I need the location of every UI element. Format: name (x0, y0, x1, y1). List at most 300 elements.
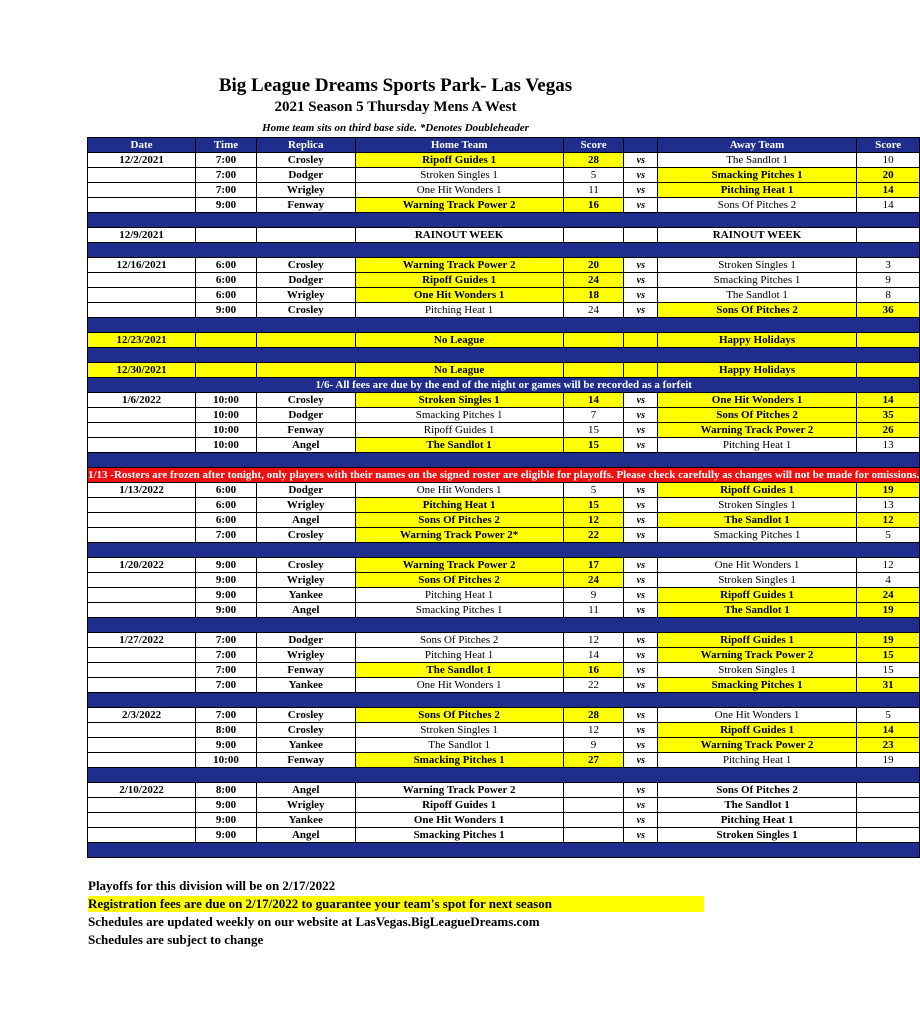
away-team-cell: Warning Track Power 2 (658, 423, 857, 438)
date-cell (88, 438, 196, 453)
time-cell: 7:00 (196, 183, 257, 198)
date-cell (88, 648, 196, 663)
away-score-cell: 19 (856, 753, 920, 768)
away-score-cell: 35 (856, 408, 920, 423)
table-row (88, 708, 920, 723)
home-score-cell: 15 (563, 423, 624, 438)
table-row (88, 738, 920, 753)
date-cell: 12/16/2021 (88, 258, 196, 273)
home-team-cell: Sons Of Pitches 2 (355, 708, 563, 723)
vs-cell: vs (624, 783, 658, 798)
separator-cell (88, 543, 920, 558)
replica-cell: Fenway (256, 663, 355, 678)
replica-cell: Dodger (256, 168, 355, 183)
home-score-cell (563, 228, 624, 243)
alert-text: 1/13 -Rosters are frozen after tonight, only players with their names on the signed roster are eligible for playoffs. Please check carefully as changes will not be made for omissions. (88, 468, 920, 481)
away-team-cell: Sons Of Pitches 2 (658, 783, 857, 798)
table-row (88, 408, 920, 423)
home-score-cell (563, 813, 624, 828)
vs-cell: vs (624, 153, 658, 168)
replica-cell: Wrigley (256, 648, 355, 663)
home-score-cell: 16 (563, 198, 624, 213)
week-separator (88, 768, 920, 783)
date-cell (88, 423, 196, 438)
home-team-cell: One Hit Wonders 1 (355, 813, 563, 828)
home-score-cell: 16 (563, 663, 624, 678)
time-cell (196, 333, 257, 348)
date-cell (88, 198, 196, 213)
date-cell: 1/27/2022 (88, 633, 196, 648)
replica-cell: Crosley (256, 153, 355, 168)
header-vs (624, 138, 658, 153)
time-cell: 9:00 (196, 603, 257, 618)
vs-cell: vs (624, 723, 658, 738)
replica-cell: Yankee (256, 588, 355, 603)
home-team-cell: Stroken Singles 1 (355, 168, 563, 183)
away-score-cell: 9 (856, 273, 920, 288)
week-separator (88, 618, 920, 633)
replica-cell: Wrigley (256, 288, 355, 303)
away-team-cell: RAINOUT WEEK (658, 228, 857, 243)
home-score-cell (563, 783, 624, 798)
replica-cell: Crosley (256, 708, 355, 723)
time-cell: 10:00 (196, 393, 257, 408)
time-cell (196, 363, 257, 378)
away-score-cell: 12 (856, 558, 920, 573)
date-cell: 1/20/2022 (88, 558, 196, 573)
time-cell: 6:00 (196, 513, 257, 528)
away-score-cell: 14 (856, 198, 920, 213)
vs-cell: vs (624, 753, 658, 768)
date-cell: 12/9/2021 (88, 228, 196, 243)
home-score-cell: 11 (563, 603, 624, 618)
time-cell (196, 228, 257, 243)
vs-cell: vs (624, 303, 658, 318)
replica-cell (256, 363, 355, 378)
away-team-cell: Stroken Singles 1 (658, 828, 857, 843)
vs-cell: vs (624, 558, 658, 573)
away-score-cell: 3 (856, 258, 920, 273)
vs-cell: vs (624, 603, 658, 618)
home-team-cell: Smacking Pitches 1 (355, 603, 563, 618)
away-score-cell: 15 (856, 663, 920, 678)
home-score-cell (563, 363, 624, 378)
away-score-cell (856, 813, 920, 828)
time-cell: 9:00 (196, 558, 257, 573)
separator-cell (88, 693, 920, 708)
time-cell: 7:00 (196, 153, 257, 168)
table-row (88, 393, 920, 408)
holiday-row (88, 363, 920, 378)
home-score-cell: 14 (563, 648, 624, 663)
away-team-cell: Ripoff Guides 1 (658, 723, 857, 738)
vs-cell: vs (624, 393, 658, 408)
separator-cell (88, 243, 920, 258)
replica-cell (256, 228, 355, 243)
date-cell (88, 753, 196, 768)
away-team-cell: Smacking Pitches 1 (658, 678, 857, 693)
vs-cell: vs (624, 483, 658, 498)
time-cell: 10:00 (196, 423, 257, 438)
table-row (88, 498, 920, 513)
away-score-cell: 8 (856, 288, 920, 303)
date-cell: 12/23/2021 (88, 333, 196, 348)
home-team-cell: Ripoff Guides 1 (355, 153, 563, 168)
home-score-cell: 24 (563, 303, 624, 318)
away-score-cell (856, 333, 920, 348)
table-row (88, 168, 920, 183)
replica-cell: Wrigley (256, 798, 355, 813)
home-score-cell: 15 (563, 498, 624, 513)
separator-cell (88, 348, 920, 363)
date-cell (88, 678, 196, 693)
home-team-cell: Ripoff Guides 1 (355, 798, 563, 813)
vs-cell: vs (624, 798, 658, 813)
home-team-cell: Pitching Heat 1 (355, 303, 563, 318)
table-row (88, 273, 920, 288)
away-team-cell: Pitching Heat 1 (658, 183, 857, 198)
away-team-cell: Warning Track Power 2 (658, 648, 857, 663)
table-row (88, 753, 920, 768)
date-cell (88, 723, 196, 738)
vs-cell (624, 363, 658, 378)
time-cell: 7:00 (196, 168, 257, 183)
vs-cell: vs (624, 438, 658, 453)
away-score-cell (856, 783, 920, 798)
home-score-cell: 14 (563, 393, 624, 408)
away-team-cell: Smacking Pitches 1 (658, 528, 857, 543)
home-score-cell: 22 (563, 678, 624, 693)
time-cell: 10:00 (196, 753, 257, 768)
away-score-cell: 20 (856, 168, 920, 183)
date-cell (88, 303, 196, 318)
replica-cell: Crosley (256, 528, 355, 543)
home-team-cell: One Hit Wonders 1 (355, 678, 563, 693)
date-cell (88, 288, 196, 303)
vs-cell: vs (624, 813, 658, 828)
away-team-cell: Happy Holidays (658, 333, 857, 348)
vs-cell (624, 228, 658, 243)
table-header-row (88, 138, 920, 153)
away-score-cell: 5 (856, 528, 920, 543)
replica-cell: Fenway (256, 753, 355, 768)
table-row (88, 228, 920, 243)
time-cell: 10:00 (196, 438, 257, 453)
away-score-cell (856, 798, 920, 813)
date-cell: 2/3/2022 (88, 708, 196, 723)
footer-registration: Registration fees are due on 2/17/2022 to guarantee your team's spot for next season (88, 896, 704, 912)
week-separator (88, 453, 920, 468)
away-score-cell: 19 (856, 483, 920, 498)
vs-cell: vs (624, 513, 658, 528)
home-team-cell: Smacking Pitches 1 (355, 828, 563, 843)
away-score-cell: 14 (856, 723, 920, 738)
time-cell: 9:00 (196, 198, 257, 213)
away-team-cell: Stroken Singles 1 (658, 258, 857, 273)
fees-banner (88, 378, 920, 393)
replica-cell: Yankee (256, 813, 355, 828)
vs-cell: vs (624, 708, 658, 723)
home-team-cell: The Sandlot 1 (355, 438, 563, 453)
home-score-cell: 24 (563, 573, 624, 588)
vs-cell: vs (624, 498, 658, 513)
page-title: Big League Dreams Sports Park- Las Vegas (218, 75, 573, 96)
time-cell: 9:00 (196, 573, 257, 588)
replica-cell: Crosley (256, 558, 355, 573)
away-team-cell: Sons Of Pitches 2 (658, 408, 857, 423)
replica-cell: Wrigley (256, 183, 355, 198)
date-cell (88, 573, 196, 588)
time-cell: 6:00 (196, 288, 257, 303)
away-team-cell: Ripoff Guides 1 (658, 483, 857, 498)
vs-cell: vs (624, 408, 658, 423)
table-row (88, 798, 920, 813)
time-cell: 9:00 (196, 738, 257, 753)
vs-cell: vs (624, 648, 658, 663)
vs-cell: vs (624, 288, 658, 303)
home-team-cell: Stroken Singles 1 (355, 723, 563, 738)
replica-cell: Yankee (256, 738, 355, 753)
replica-cell: Angel (256, 783, 355, 798)
time-cell: 8:00 (196, 723, 257, 738)
vs-cell: vs (624, 678, 658, 693)
replica-cell: Fenway (256, 198, 355, 213)
away-score-cell: 23 (856, 738, 920, 753)
away-team-cell: Smacking Pitches 1 (658, 168, 857, 183)
date-cell (88, 528, 196, 543)
away-score-cell: 10 (856, 153, 920, 168)
time-cell: 9:00 (196, 798, 257, 813)
away-score-cell: 24 (856, 588, 920, 603)
date-cell (88, 813, 196, 828)
table-row (88, 663, 920, 678)
date-cell (88, 828, 196, 843)
home-score-cell: 5 (563, 168, 624, 183)
home-team-cell: Warning Track Power 2 (355, 258, 563, 273)
home-team-cell: Smacking Pitches 1 (355, 753, 563, 768)
away-team-cell: Sons Of Pitches 2 (658, 198, 857, 213)
table-row (88, 183, 920, 198)
away-team-cell: Smacking Pitches 1 (658, 273, 857, 288)
replica-cell: Wrigley (256, 573, 355, 588)
away-team-cell: The Sandlot 1 (658, 153, 857, 168)
vs-cell: vs (624, 633, 658, 648)
date-cell: 12/30/2021 (88, 363, 196, 378)
home-score-cell: 15 (563, 438, 624, 453)
away-team-cell: Stroken Singles 1 (658, 663, 857, 678)
vs-cell: vs (624, 588, 658, 603)
vs-cell: vs (624, 663, 658, 678)
home-score-cell: 24 (563, 273, 624, 288)
away-score-cell: 15 (856, 648, 920, 663)
table-row (88, 198, 920, 213)
date-cell (88, 183, 196, 198)
home-team-cell: Sons Of Pitches 2 (355, 513, 563, 528)
table-row (88, 513, 920, 528)
away-team-cell: Happy Holidays (658, 363, 857, 378)
table-row (88, 678, 920, 693)
home-score-cell: 12 (563, 633, 624, 648)
time-cell: 7:00 (196, 648, 257, 663)
vs-cell: vs (624, 258, 658, 273)
replica-cell: Wrigley (256, 498, 355, 513)
table-row (88, 633, 920, 648)
time-cell: 6:00 (196, 483, 257, 498)
holiday-row (88, 333, 920, 348)
table-row (88, 828, 920, 843)
time-cell: 7:00 (196, 633, 257, 648)
footer-change: Schedules are subject to change (88, 932, 264, 947)
table-row (88, 438, 920, 453)
time-cell: 7:00 (196, 678, 257, 693)
away-team-cell: Ripoff Guides 1 (658, 633, 857, 648)
time-cell: 9:00 (196, 303, 257, 318)
away-score-cell: 12 (856, 513, 920, 528)
time-cell: 10:00 (196, 408, 257, 423)
vs-cell: vs (624, 738, 658, 753)
week-separator (88, 348, 920, 363)
replica-cell: Fenway (256, 423, 355, 438)
replica-cell: Crosley (256, 303, 355, 318)
table-row (88, 603, 920, 618)
date-cell (88, 588, 196, 603)
home-team-cell: No League (355, 363, 563, 378)
vs-cell (624, 333, 658, 348)
away-team-cell: Pitching Heat 1 (658, 813, 857, 828)
date-cell (88, 273, 196, 288)
header-away-score: Score (856, 138, 920, 153)
away-team-cell: Stroken Singles 1 (658, 498, 857, 513)
away-score-cell: 14 (856, 393, 920, 408)
home-team-cell: Warning Track Power 2 (355, 558, 563, 573)
header-home-score: Score (563, 138, 624, 153)
week-separator (88, 318, 920, 333)
header-away-team: Away Team (658, 138, 857, 153)
time-cell: 8:00 (196, 783, 257, 798)
away-score-cell: 14 (856, 183, 920, 198)
date-cell (88, 498, 196, 513)
schedule-note: Home team sits on third base side. *Denotes Doubleheader (262, 122, 529, 134)
replica-cell: Yankee (256, 678, 355, 693)
away-score-cell: 4 (856, 573, 920, 588)
home-team-cell: Pitching Heat 1 (355, 498, 563, 513)
table-row (88, 153, 920, 168)
week-separator (88, 693, 920, 708)
week-separator (88, 243, 920, 258)
home-team-cell: One Hit Wonders 1 (355, 183, 563, 198)
home-score-cell: 17 (563, 558, 624, 573)
vs-cell: vs (624, 528, 658, 543)
away-team-cell: Warning Track Power 2 (658, 738, 857, 753)
home-score-cell (563, 333, 624, 348)
table-row (88, 648, 920, 663)
page-subtitle: 2021 Season 5 Thursday Mens A West (274, 99, 517, 115)
time-cell: 7:00 (196, 663, 257, 678)
home-team-cell: Warning Track Power 2 (355, 198, 563, 213)
away-team-cell: The Sandlot 1 (658, 603, 857, 618)
away-team-cell: Ripoff Guides 1 (658, 588, 857, 603)
schedule-body (88, 153, 920, 858)
home-team-cell: Warning Track Power 2* (355, 528, 563, 543)
away-team-cell: Pitching Heat 1 (658, 438, 857, 453)
table-row (88, 303, 920, 318)
home-score-cell: 12 (563, 723, 624, 738)
vs-cell: vs (624, 573, 658, 588)
away-team-cell: One Hit Wonders 1 (658, 558, 857, 573)
home-team-cell: Ripoff Guides 1 (355, 423, 563, 438)
header-replica: Replica (256, 138, 355, 153)
table-row (88, 813, 920, 828)
table-row (88, 588, 920, 603)
footer-playoffs: Playoffs for this division will be on 2/17/2022 (88, 878, 336, 893)
away-score-cell: 26 (856, 423, 920, 438)
table-row (88, 258, 920, 273)
replica-cell: Angel (256, 828, 355, 843)
header-date: Date (88, 138, 196, 153)
vs-cell: vs (624, 183, 658, 198)
header-time: Time (196, 138, 257, 153)
date-cell: 2/10/2022 (88, 783, 196, 798)
table-row (88, 783, 920, 798)
schedule-table (87, 137, 920, 858)
home-team-cell: Warning Track Power 2 (355, 783, 563, 798)
week-separator (88, 543, 920, 558)
vs-cell: vs (624, 273, 658, 288)
date-cell (88, 408, 196, 423)
time-cell: 6:00 (196, 258, 257, 273)
replica-cell: Crosley (256, 723, 355, 738)
date-cell (88, 168, 196, 183)
away-score-cell: 19 (856, 603, 920, 618)
replica-cell: Angel (256, 603, 355, 618)
home-team-cell: One Hit Wonders 1 (355, 288, 563, 303)
table-row (88, 423, 920, 438)
date-cell (88, 603, 196, 618)
away-score-cell (856, 363, 920, 378)
away-team-cell: One Hit Wonders 1 (658, 708, 857, 723)
footer-website: Schedules are updated weekly on our website at LasVegas.BigLeagueDreams.com (88, 914, 540, 929)
home-score-cell: 9 (563, 588, 624, 603)
home-team-cell: Stroken Singles 1 (355, 393, 563, 408)
home-team-cell: Sons Of Pitches 2 (355, 573, 563, 588)
home-score-cell: 7 (563, 408, 624, 423)
table-row (88, 528, 920, 543)
home-score-cell: 11 (563, 183, 624, 198)
week-separator (88, 843, 920, 858)
home-score-cell: 18 (563, 288, 624, 303)
away-score-cell: 36 (856, 303, 920, 318)
away-team-cell: Sons Of Pitches 2 (658, 303, 857, 318)
replica-cell: Angel (256, 513, 355, 528)
date-cell (88, 663, 196, 678)
home-score-cell: 20 (563, 258, 624, 273)
time-cell: 6:00 (196, 498, 257, 513)
date-cell (88, 738, 196, 753)
vs-cell: vs (624, 423, 658, 438)
home-score-cell: 5 (563, 483, 624, 498)
away-team-cell: Pitching Heat 1 (658, 753, 857, 768)
date-cell (88, 513, 196, 528)
away-score-cell: 19 (856, 633, 920, 648)
table-row (88, 483, 920, 498)
away-team-cell: Stroken Singles 1 (658, 573, 857, 588)
home-team-cell: Smacking Pitches 1 (355, 408, 563, 423)
roster-alert (88, 468, 920, 483)
home-score-cell (563, 828, 624, 843)
time-cell: 9:00 (196, 588, 257, 603)
vs-cell: vs (624, 198, 658, 213)
replica-cell: Dodger (256, 633, 355, 648)
